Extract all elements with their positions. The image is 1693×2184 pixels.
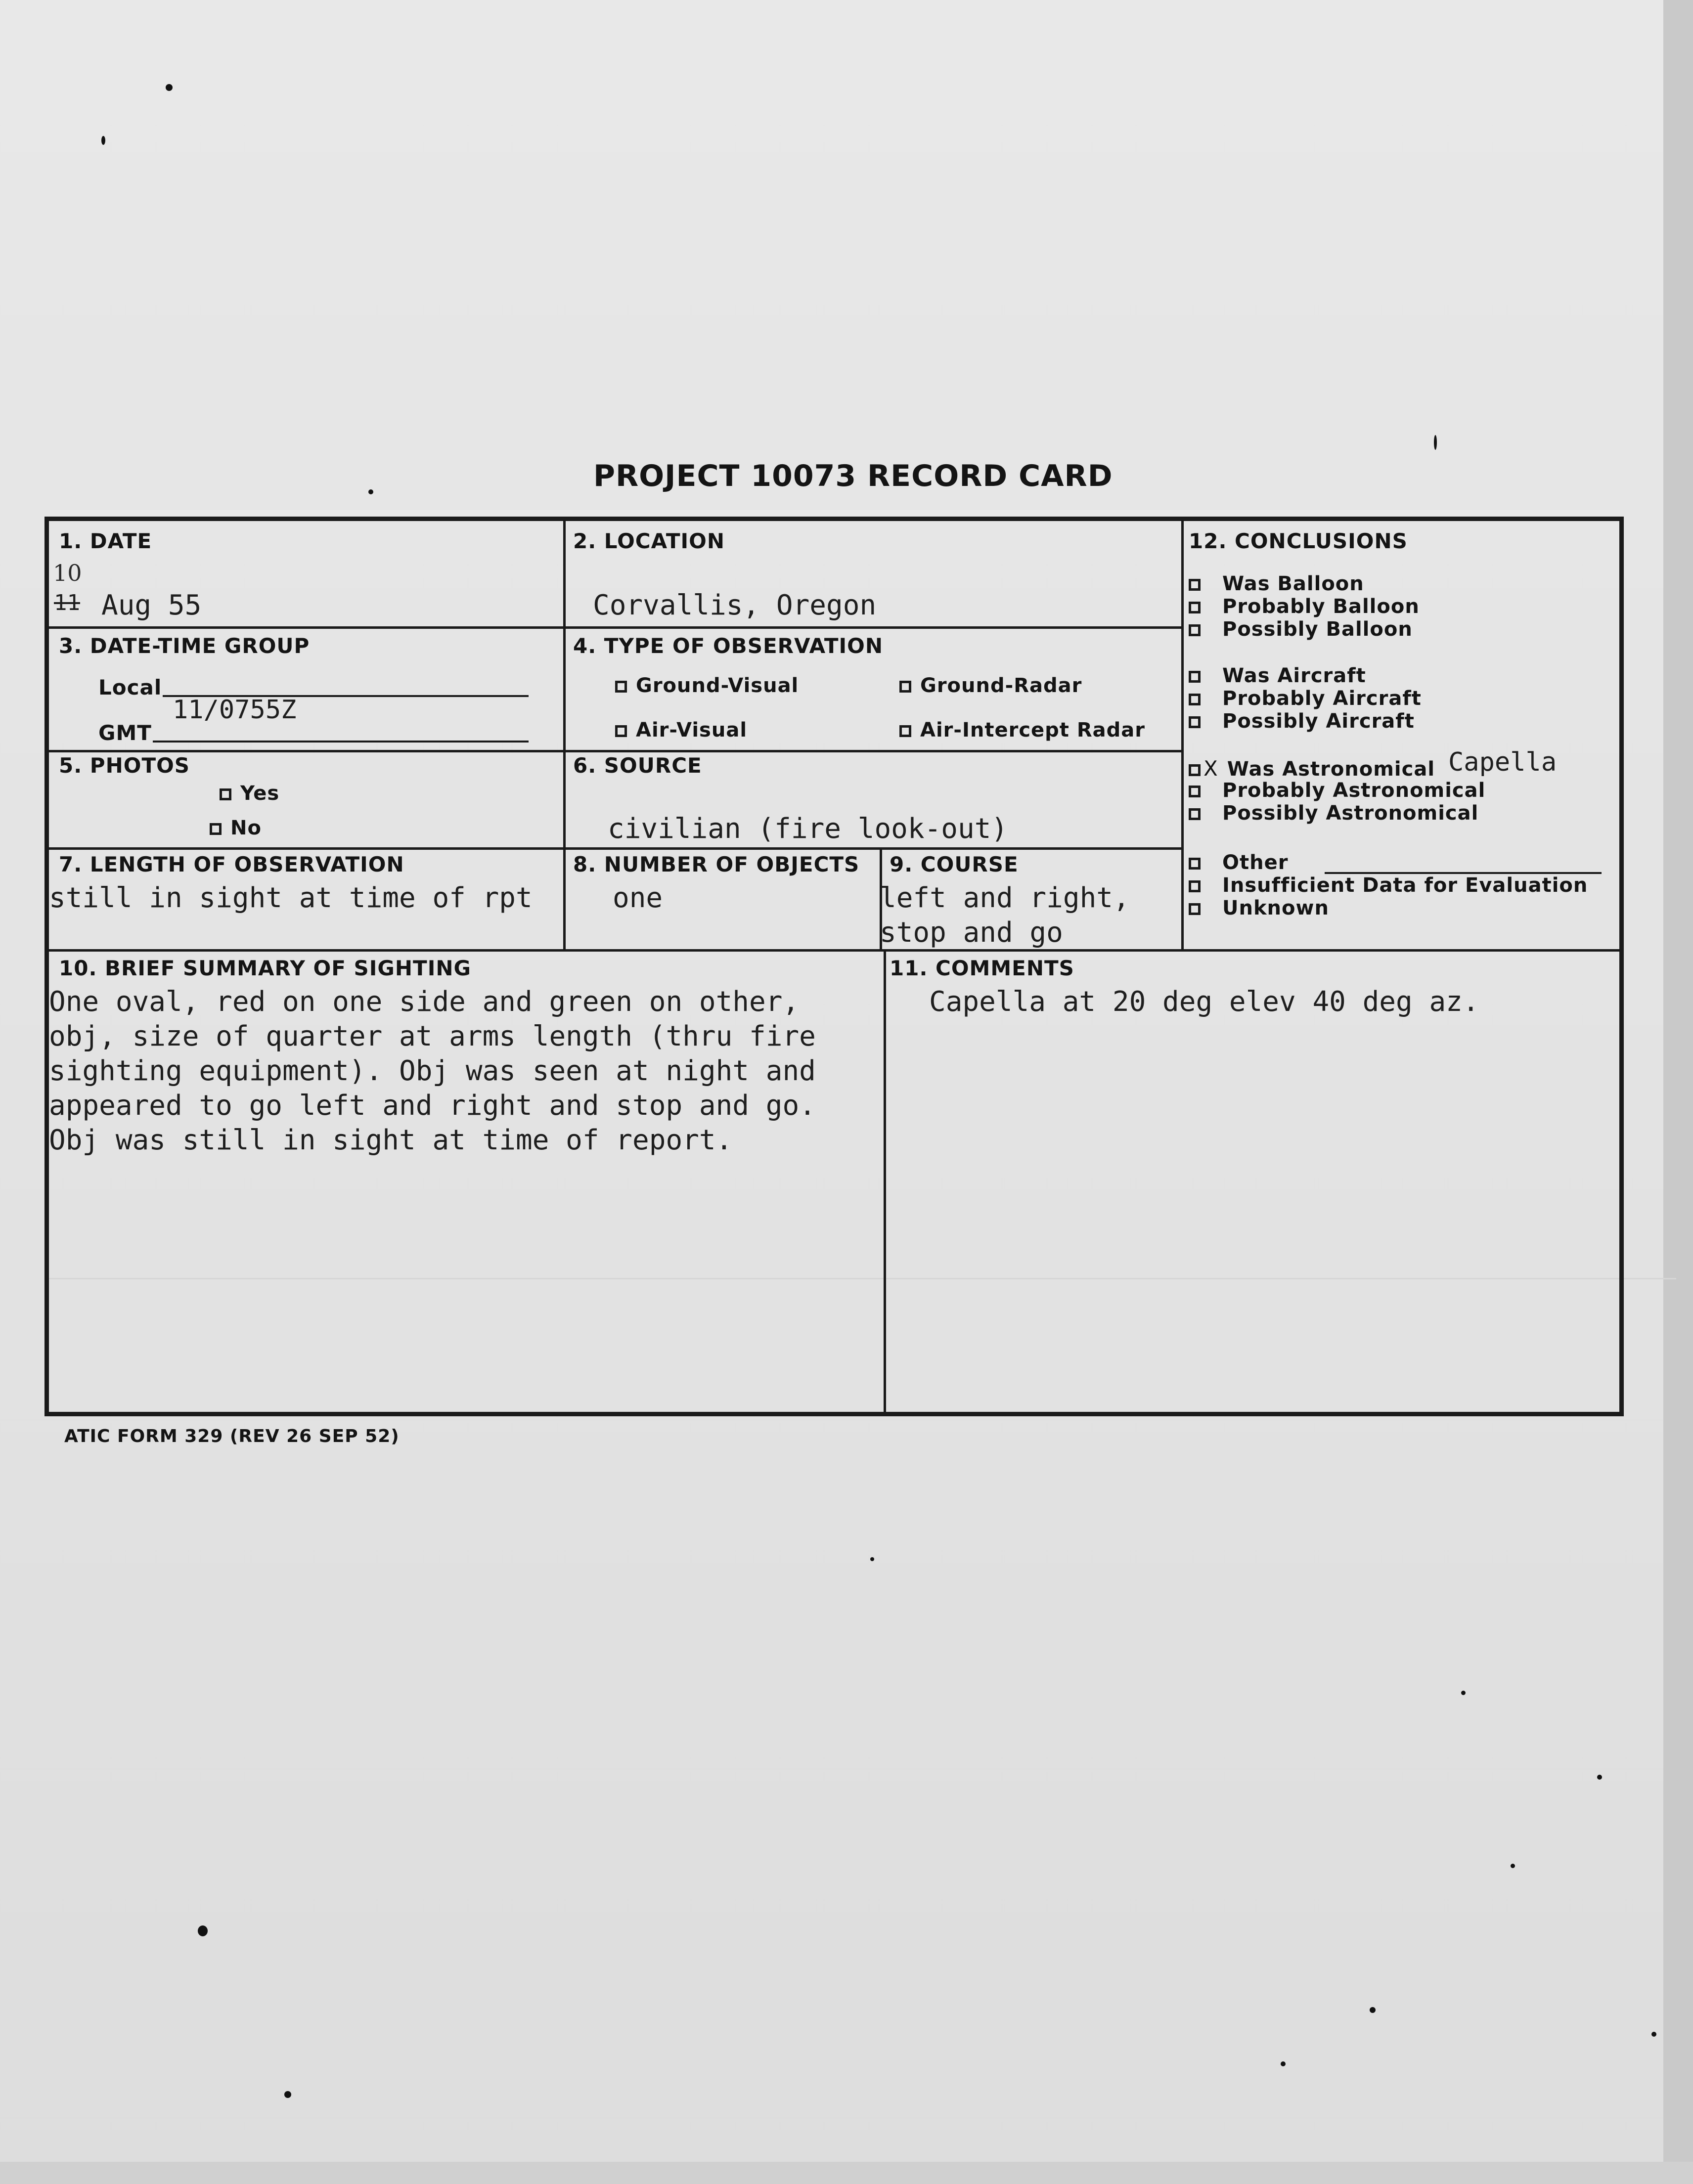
dust-speck	[1370, 2007, 1376, 2013]
divider	[49, 847, 563, 850]
divider	[884, 949, 886, 1414]
course-value: left and right,	[880, 882, 1130, 914]
checkbox-icon	[1189, 694, 1201, 705]
conclusion-possibly-astronomical[interactable]: Possibly Astronomical	[1189, 802, 1478, 825]
divider	[563, 847, 1181, 850]
type-ground-visual-option[interactable]: Ground-Visual	[615, 674, 799, 697]
divider	[49, 949, 1619, 952]
dtg-local-label: Local	[98, 675, 162, 699]
dust-speck	[368, 489, 373, 494]
dust-speck	[1651, 2032, 1656, 2037]
type-ground-radar-option[interactable]: Ground-Radar	[899, 674, 1082, 697]
page-edge	[1663, 0, 1693, 2184]
dtg-gmt-label: GMT	[98, 721, 152, 745]
astronomical-note: Capella	[1448, 747, 1557, 777]
date-struck-value: 11	[54, 590, 80, 615]
course-value: stop and go	[880, 917, 1063, 949]
source-label: 6. SOURCE	[573, 753, 702, 778]
comments-label: 11. COMMENTS	[890, 956, 1074, 980]
date-handwritten-correction: 10	[53, 560, 82, 586]
date-label: 1. DATE	[59, 529, 152, 553]
checkbox-icon	[1189, 624, 1201, 636]
dust-speck	[1281, 2061, 1286, 2066]
checkbox-icon	[899, 725, 911, 737]
checkbox-icon	[1189, 671, 1201, 683]
dust-speck	[284, 2091, 291, 2098]
page-title: PROJECT 10073 RECORD CARD	[593, 459, 1113, 493]
conclusion-other[interactable]: Other	[1189, 851, 1288, 874]
type-obs-label: 4. TYPE OF OBSERVATION	[573, 634, 884, 658]
summary-line: sighting equipment). Obj was seen at night and	[49, 1055, 816, 1087]
checkbox-icon	[220, 788, 231, 800]
length-label: 7. LENGTH OF OBSERVATION	[59, 852, 404, 876]
conclusions-label: 12. CONCLUSIONS	[1189, 529, 1408, 553]
conclusion-probably-balloon[interactable]: Probably Balloon	[1189, 595, 1420, 618]
conclusion-probably-astronomical[interactable]: Probably Astronomical	[1189, 779, 1485, 802]
checkbox-icon	[1189, 858, 1201, 870]
record-card	[45, 517, 1624, 1416]
location-value: Corvallis, Oregon	[593, 589, 877, 621]
checkbox-icon	[1189, 786, 1201, 797]
course-label: 9. COURSE	[890, 852, 1019, 876]
divider	[49, 626, 1181, 629]
check-mark: X	[1203, 756, 1218, 781]
num-objects-label: 8. NUMBER OF OBJECTS	[573, 852, 860, 876]
summary-label: 10. BRIEF SUMMARY OF SIGHTING	[59, 956, 471, 980]
dust-speck	[1511, 1864, 1515, 1868]
conclusion-possibly-aircraft[interactable]: Possibly Aircraft	[1189, 710, 1415, 733]
length-value: still in sight at time of rpt	[49, 882, 533, 914]
dust-speck	[166, 84, 173, 91]
dust-speck	[1597, 1775, 1602, 1780]
conclusion-was-astronomical[interactable]: X Was Astronomical	[1189, 756, 1435, 781]
summary-line: One oval, red on one side and green on other,	[49, 986, 800, 1018]
photos-no-option[interactable]: No	[210, 817, 262, 839]
type-air-intercept-option[interactable]: Air-Intercept Radar	[899, 719, 1145, 742]
date-value: Aug 55	[101, 589, 202, 621]
dust-speck	[870, 1557, 874, 1561]
checkbox-icon	[1189, 579, 1201, 591]
divider	[1181, 521, 1184, 951]
dust-speck	[198, 1925, 208, 1936]
dust-speck	[1434, 435, 1437, 450]
checkbox-icon	[1189, 764, 1201, 776]
conclusion-unknown[interactable]: Unknown	[1189, 897, 1329, 919]
checkbox-icon	[1189, 880, 1201, 892]
conclusion-was-aircraft[interactable]: Was Aircraft	[1189, 664, 1366, 687]
form-number: ATIC FORM 329 (REV 26 SEP 52)	[64, 1426, 400, 1446]
dtg-value: 11/0755Z	[173, 695, 297, 725]
checkbox-icon	[210, 823, 222, 835]
checkbox-icon	[615, 725, 627, 737]
photos-yes-option[interactable]: Yes	[220, 782, 279, 805]
checkbox-icon	[1189, 716, 1201, 728]
type-air-visual-option[interactable]: Air-Visual	[615, 719, 747, 742]
summary-line: obj, size of quarter at arms length (thru fire	[49, 1020, 816, 1052]
source-value: civilian (fire look-out)	[608, 813, 1008, 845]
location-label: 2. LOCATION	[573, 529, 725, 553]
dust-speck	[101, 136, 105, 145]
dtg-label: 3. DATE-TIME GROUP	[59, 634, 310, 658]
divider	[49, 750, 1181, 752]
dtg-gmt-line	[153, 741, 529, 743]
summary-line: Obj was still in sight at time of report.	[49, 1124, 733, 1156]
divider	[563, 521, 566, 951]
conclusion-probably-aircraft[interactable]: Probably Aircraft	[1189, 687, 1422, 710]
checkbox-icon	[899, 681, 911, 693]
dust-speck	[1461, 1691, 1466, 1695]
conclusion-possibly-balloon[interactable]: Possibly Balloon	[1189, 618, 1413, 641]
photos-label: 5. PHOTOS	[59, 753, 190, 778]
page-edge	[0, 2162, 1693, 2184]
checkbox-icon	[1189, 808, 1201, 820]
num-objects-value: one	[613, 882, 663, 914]
summary-line: appeared to go left and right and stop and go.	[49, 1090, 816, 1122]
conclusion-was-balloon[interactable]: Was Balloon	[1189, 572, 1364, 595]
checkbox-icon	[1189, 903, 1201, 915]
checkbox-icon	[1189, 602, 1201, 613]
checkbox-icon	[615, 681, 627, 693]
comments-value: Capella at 20 deg elev 40 deg az.	[929, 986, 1479, 1018]
conclusion-insufficient-data[interactable]: Insufficient Data for Evaluation	[1189, 874, 1588, 897]
